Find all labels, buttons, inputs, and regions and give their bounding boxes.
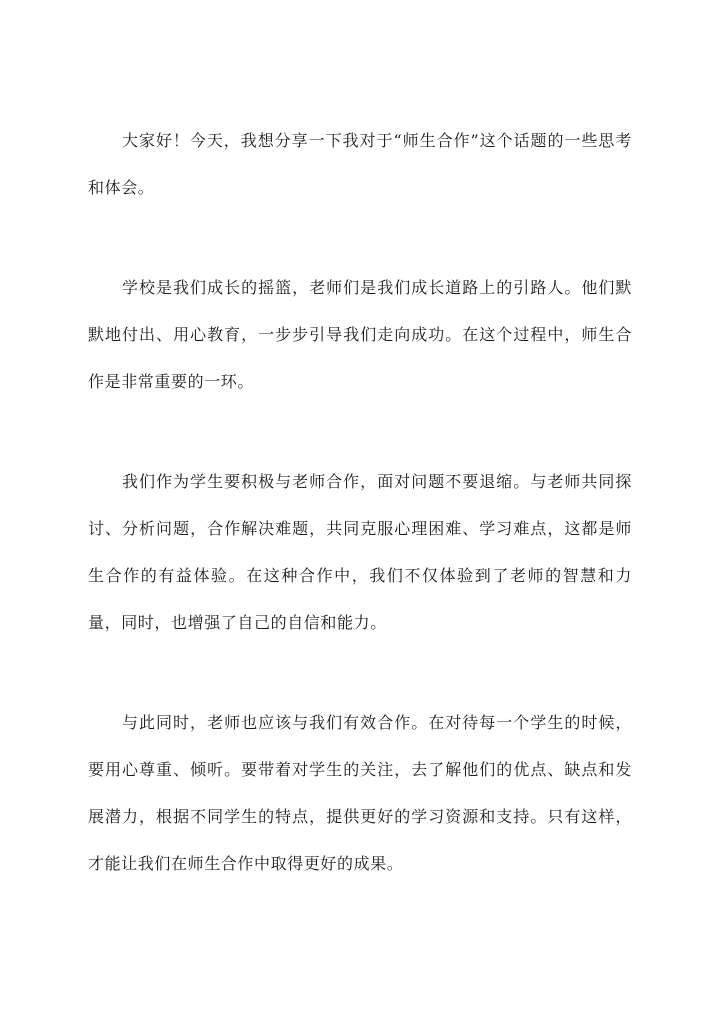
- paragraph-school-teachers: 学校是我们成长的摇篮，老师们是我们成长道路上的引路人。他们默默地付出、用心教育，一步步引导我们走向成功。在这个过程中，师生合作是非常重要的一环。: [88, 278, 632, 391]
- document-body: [88, 117, 632, 940]
- paragraph-student-cooperation: 我们作为学生要积极与老师合作，面对问题不要退缩。与老师共同探讨、分析问题，合作解决难题，共同克服心理困难、学习难点，这都是师生合作的有益体验。在这种合作中，我们不仅体验到了老师的智慧和力量，同时，也增强了自己的自信和能力。: [88, 472, 632, 632]
- paragraph-teacher-cooperation: 与此同时，老师也应该与我们有效合作。在对待每一个学生的时候，要用心尊重、倾听。要带着对学生的关注，去了解他们的优点、缺点和发展潜力，根据不同学生的特点，提供更好的学习资源和支持。只有这样，才能让我们在师生合作中取得更好的成果。: [88, 713, 632, 873]
- paragraph-greeting: 大家好！今天，我想分享一下我对于“师生合作”这个话题的一些思考和体会。: [88, 131, 632, 197]
